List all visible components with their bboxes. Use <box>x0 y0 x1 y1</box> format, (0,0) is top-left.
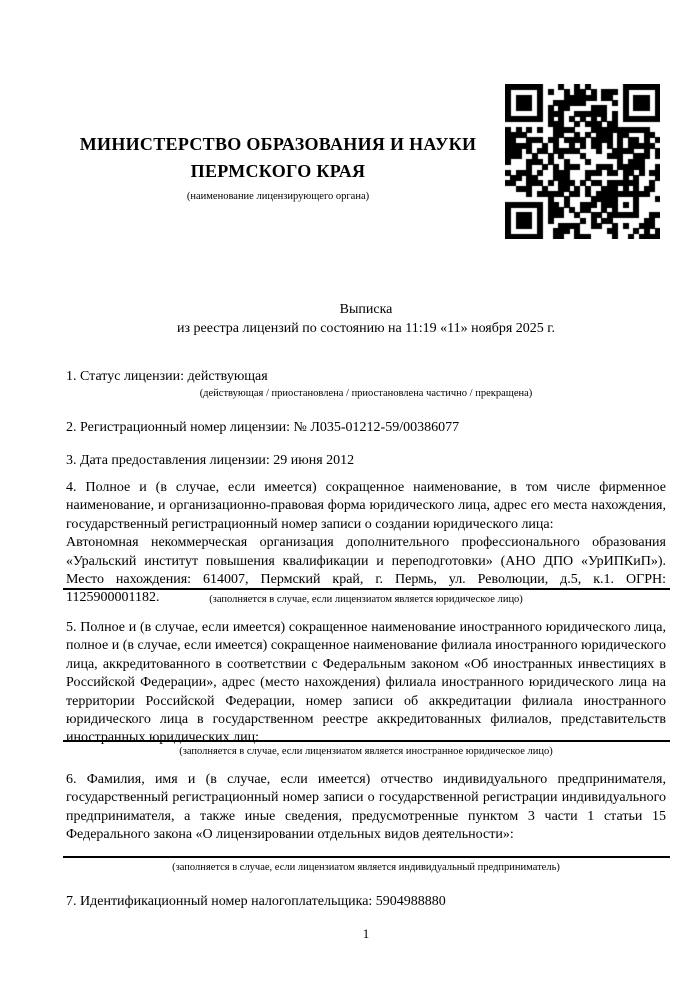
foreign-entity-clause: 5. Полное и (в случае, если имеется) сокращенное наименование иностранного юридического лица, полное и (в случае, если имеется) сокращенное наименование филиала иностранного юридического лица, аккредитованного в соответствии с Федеральным законом «Об иностранных инвестициях в Российской Федерации», адрес (место нахождения) филиала иностранного юридического лица на территории Российской Федерации, номер записи об аккредитации филиала иностранного юридического лица в государственном реестре аккредитованных филиалов, представительств иностранных юридических лиц: <box>66 620 666 746</box>
document-title-line1: Выписка <box>339 302 393 317</box>
fill-line-divider-foreign-entity <box>63 740 670 742</box>
legal-entity-clause: 4. Полное и (в случае, если имеется) сокращенное наименование, в том числе фирменное наименование, и организационно-правовая форма юридического лица, адрес его места нахождения, государственный регистрационный номер записи о создании юридического лица: <box>66 480 666 532</box>
item-registration-number: 2. Регистрационный номер лицензии: № Л035-01212-59/00386077 <box>66 420 460 435</box>
item-license-status: 1. Статус лицензии: действующая <box>66 369 268 384</box>
legal-entity-fill-caption: (заполняется в случае, если лицензиатом является юридическое лицо) <box>209 594 523 605</box>
ministry-name-line2: ПЕРМСКОГО КРАЯ <box>190 161 366 181</box>
license-status-options-caption: (действующая / приостановлена / приостановлена частично / прекращена) <box>199 388 533 399</box>
document-title-line2: из реестра лицензий по состоянию на 11:19 «11» ноября 2025 г. <box>177 321 555 336</box>
item-license-grant-date: 3. Дата предоставления лицензии: 29 июня 2012 <box>66 453 355 468</box>
individual-entrepreneur-clause: 6. Фамилия, имя и (в случае, если имеется) отчество индивидуального предпринимателя, государственный регистрационный номер записи о государственной регистрации индивидуального предпринимателя, а также иные сведения, предусмотренные пунктом 3 части 1 статьи 15 Федерального закона «О лицензировании отдельных видов деятельности»: <box>66 772 666 843</box>
fill-line-divider-individual-entrepreneur <box>63 856 670 858</box>
document-title <box>66 300 666 338</box>
licensing-authority-block <box>66 131 490 203</box>
qr-code <box>505 84 660 239</box>
item-individual-entrepreneur-info <box>66 771 666 845</box>
ministry-caption: (наименование лицензирующего органа) <box>186 191 370 202</box>
foreign-entity-fill-caption: (заполняется в случае, если лицензиатом является иностранное юридическое лицо) <box>179 746 553 757</box>
item-foreign-entity-info <box>66 619 666 748</box>
fill-line-divider-legal-entity <box>63 588 670 590</box>
ministry-name-line1: МИНИСТЕРСТВО ОБРАЗОВАНИЯ И НАУКИ <box>79 134 477 154</box>
item-taxpayer-id: 7. Идентификационный номер налогоплательщика: 5904988880 <box>66 894 446 909</box>
legal-entity-value: Автономная некоммерческая организация дополнительного профессионального образования «Уральский институт повышения квалификации и переподготовки» (АНО ДПО «УрИПКиП»). Место нахождения: 614007, Пермский край, г. Пермь, ул. Революции, д.5, к.1. ОГРН: 1125900001182. <box>66 535 666 606</box>
page-number: 1 <box>362 926 370 941</box>
individual-entrepreneur-fill-caption: (заполняется в случае, если лицензиатом является индивидуальный предприниматель) <box>172 862 560 873</box>
